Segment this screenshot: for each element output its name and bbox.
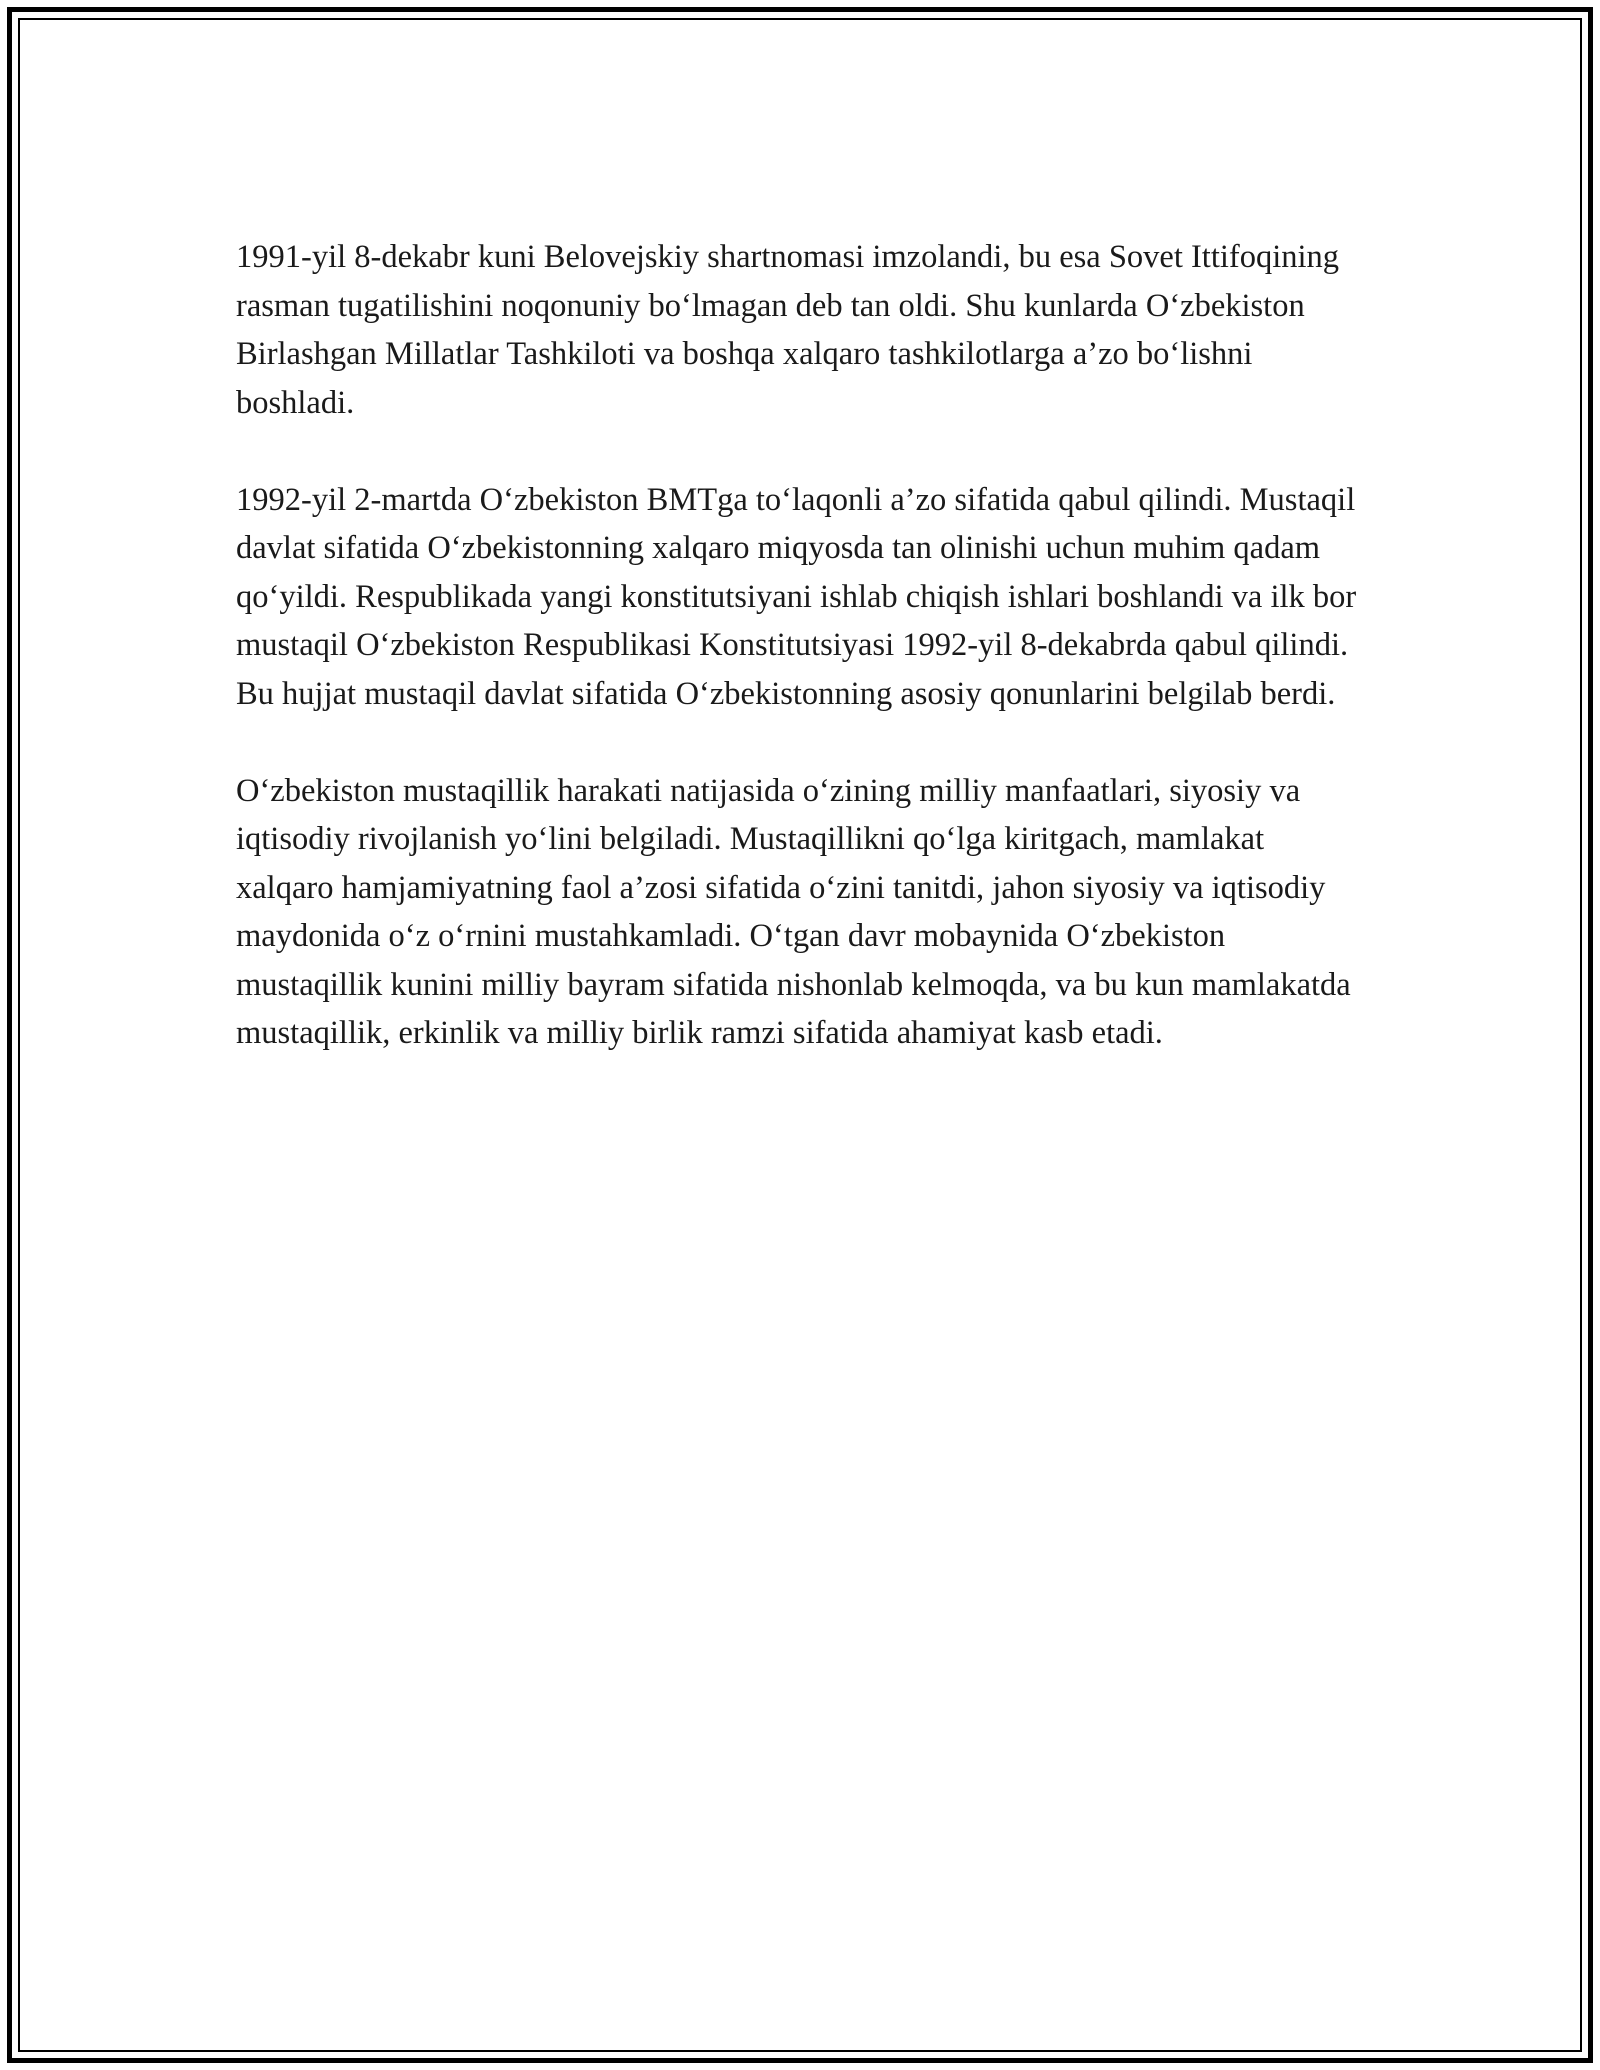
- paragraph-1: 1991-yil 8-dekabr kuni Belovejskiy shartnomasi imzolandi, bu esa Sovet Ittifoqining rasman tugatilishini noqonuniy bo‘lmagan deb tan oldi. Shu kunlarda O‘zbekiston Birlashgan Millatlar Tashkiloti va boshqa xalqaro tashkilotlarga a’zo bo‘lishni boshladi.: [236, 239, 1340, 421]
- paragraph-3: O‘zbekiston mustaqillik harakati natijasida o‘zining milliy manfaatlari, siyosiy va iqtisodiy rivojlanish yo‘lini belgiladi. Mustaqillikni qo‘lga kiritgach, mamlakat xalqaro hamjamiyatning faol a’zosi sifatida o‘zini tanitdi, jahon siyosiy va iqtisodiy maydonida o‘z o‘rnini mustahkamladi. O‘tgan davr mobaynida O‘zbekiston mustaqillik kunini milliy bayram sifatida nishonlab kelmoqda, va bu kun mamlakatda mustaqillik, erkinlik va milliy birlik ramzi sifatida ahamiyat kasb etadi.: [236, 772, 1351, 1051]
- document-body: [236, 233, 1366, 1106]
- paragraph-2: 1992-yil 2-martda O‘zbekiston BMTga to‘laqonli a’zo sifatida qabul qilindi. Mustaqil davlat sifatida O‘zbekistonning xalqaro miqyosda tan olinishi uchun muhim qadam qo‘yildi. Respublikada yangi konstitutsiyani ishlab chiqish ishlari boshlandi va ilk bor mustaqil O‘zbekiston Respublikasi Konstitutsiyasi 1992-yil 8-dekabrda qabul qilindi. Bu hujjat mustaqil davlat sifatida O‘zbekistonning asosiy qonunlarini belgilab berdi.: [236, 481, 1357, 712]
